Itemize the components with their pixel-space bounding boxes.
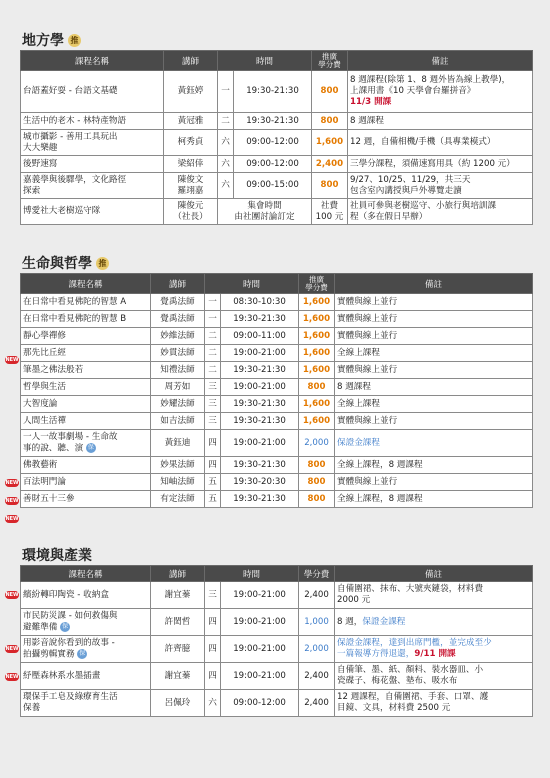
note: 8 週課程(除第 1、8 週外皆為線上教學)， 上課用書《10 天學會台羅拼音》 11/3 開課 [348, 71, 533, 113]
note: 三學分課程，須備速寫用具（約 1200 元） [348, 156, 533, 173]
fee: 800 [312, 71, 348, 113]
time: 19:30-21:30 [221, 362, 299, 379]
course-name: 靜心學禪修 [21, 328, 151, 345]
header-fee: 學分費 [299, 566, 335, 582]
course-name: 市民防災課 - 如何救傷與 避難準備 保 [21, 609, 151, 636]
course-name: 在日常中看見佛陀的智慧 B [21, 311, 151, 328]
teacher: 陳俊元 （社長） [164, 199, 218, 225]
header-time: 時間 [218, 51, 312, 71]
course-name: 紓壓森林系水墨插畫 [21, 663, 151, 690]
table-row [21, 345, 533, 362]
weekday: 二 [205, 328, 221, 345]
note: 9/27、10/25、11/29，共三天 包含室內講授與戶外導覽走讀 [348, 173, 533, 199]
weekday: 五 [205, 491, 221, 508]
section-title-local-studies [22, 30, 81, 50]
time: 09:00-12:00 [234, 130, 312, 156]
header-time: 時間 [205, 566, 299, 582]
header-name: 課程名稱 [21, 566, 151, 582]
time: 19:00-21:00 [221, 582, 299, 609]
time: 19:00-21:00 [221, 345, 299, 362]
table-row [21, 362, 533, 379]
table-row [21, 379, 533, 396]
note: 全線上課程 [335, 345, 533, 362]
table-row [21, 413, 533, 430]
note: 8 週，保證金課程 [335, 609, 533, 636]
teacher: 妙貫法師 [151, 345, 205, 362]
table-row [21, 430, 533, 457]
header-name: 課程名稱 [21, 51, 164, 71]
weekday: 三 [205, 396, 221, 413]
header-teacher: 講師 [164, 51, 218, 71]
time: 09:00-11:00 [221, 328, 299, 345]
teacher: 黃鈺婷 [164, 71, 218, 113]
table-row [21, 457, 533, 474]
course-name: 台語蓋好耍 - 台語文基礎 [21, 71, 164, 113]
header-note: 備註 [335, 274, 533, 294]
header-name: 課程名稱 [21, 274, 151, 294]
weekday: 一 [205, 311, 221, 328]
teacher: 覺禹法師 [151, 294, 205, 311]
table-row [21, 130, 533, 156]
weekday: 二 [205, 362, 221, 379]
fee: 800 [299, 379, 335, 396]
teacher: 謝宜蓁 [151, 582, 205, 609]
course-table-local-studies [20, 50, 533, 225]
new-badge: NEW [5, 480, 19, 486]
table-row [21, 156, 533, 173]
weekday: 二 [218, 113, 234, 130]
new-badge: NEW [5, 592, 19, 598]
table-row [21, 491, 533, 508]
table-row [21, 311, 533, 328]
course-table-environment-industry [20, 565, 533, 717]
fee: 800 [299, 491, 335, 508]
teacher: 陳俊文 羅翊嘉 [164, 173, 218, 199]
weekday: 四 [205, 430, 221, 457]
course-name: 生活中的老木 - 林特產物語 [21, 113, 164, 130]
note: 全線上課程 [335, 396, 533, 413]
note: 實體與線上並行 [335, 413, 533, 430]
fee: 社費 100 元 [312, 199, 348, 225]
fee: 800 [312, 113, 348, 130]
teacher: 妙維法師 [151, 328, 205, 345]
fee: 800 [312, 173, 348, 199]
note: 全線上課程，8 週課程 [335, 491, 533, 508]
time: 19:00-21:00 [221, 663, 299, 690]
new-badge: NEW [5, 646, 19, 652]
note: 自備筆、墨、紙、顏料、裝水器皿、小 瓷碟子、梅花盤、墊布、吸水布 [335, 663, 533, 690]
time: 19:00-21:00 [221, 609, 299, 636]
fee: 1,600 [299, 328, 335, 345]
teacher: 周芳如 [151, 379, 205, 396]
course-name: 城市攝影 - 善用工具玩出 大大樂趣 [21, 130, 164, 156]
fee: 2,400 [299, 663, 335, 690]
note: 實體與線上並行 [335, 328, 533, 345]
weekday: 六 [205, 690, 221, 717]
note: 社員可參與老樹巡守、小旅行與培訓課 程（多在假日早辦） [348, 199, 533, 225]
course-name: 一人一故事劇場 - 生命故 事的說、聽、演 保 [21, 430, 151, 457]
table-row [21, 294, 533, 311]
fee: 1,600 [299, 294, 335, 311]
new-badge: NEW [5, 674, 19, 680]
weekday: 三 [205, 413, 221, 430]
time: 19:00-21:00 [221, 636, 299, 663]
section-title-text: 環境與產業 [22, 548, 92, 564]
table-row [21, 609, 533, 636]
fee: 2,400 [299, 582, 335, 609]
header-time: 時間 [205, 274, 299, 294]
fee: 800 [299, 457, 335, 474]
section-title-text: 生命與哲學 [22, 256, 92, 272]
note: 保證金課程 [335, 430, 533, 457]
note: 8 週課程 [335, 379, 533, 396]
time: 19:30-21:30 [221, 311, 299, 328]
weekday: 六 [218, 130, 234, 156]
time: 19:30-21:30 [221, 491, 299, 508]
recommend-badge: 推 [96, 257, 109, 270]
teacher: 知岫法師 [151, 474, 205, 491]
teacher: 梁紹倖 [164, 156, 218, 173]
table-row [21, 663, 533, 690]
teacher: 覺禹法師 [151, 311, 205, 328]
weekday: 三 [205, 379, 221, 396]
course-name: 哲學與生活 [21, 379, 151, 396]
course-name: 大智度論 [21, 396, 151, 413]
fee: 1,600 [299, 345, 335, 362]
note: 12 週，自備相機/手機（具專業模式） [348, 130, 533, 156]
fee: 2,400 [299, 690, 335, 717]
course-name: 善財五十三參 [21, 491, 151, 508]
deposit-icon: 保 [62, 622, 69, 630]
course-name: 人間生活禪 [21, 413, 151, 430]
weekday: 四 [205, 457, 221, 474]
weekday: 四 [205, 609, 221, 636]
note: 自備圍裙、抹布、大號夾鏈袋，材料費 2000 元 [335, 582, 533, 609]
note: 實體與線上並行 [335, 311, 533, 328]
time: 19:30-21:30 [221, 457, 299, 474]
teacher: 妙果法師 [151, 457, 205, 474]
teacher: 謝宜蓁 [151, 663, 205, 690]
header-teacher: 講師 [151, 274, 205, 294]
note: 保證金課程，達到出席門檻，並完成至少 一篇報導方得退還，9/11 開課 [335, 636, 533, 663]
teacher: 妙耀法師 [151, 396, 205, 413]
recommend-badge: 推 [68, 34, 81, 47]
teacher: 呂佩玲 [151, 690, 205, 717]
header-teacher: 講師 [151, 566, 205, 582]
fee: 2,400 [312, 156, 348, 173]
fee: 2,000 [299, 636, 335, 663]
header-note: 備註 [348, 51, 533, 71]
time: 09:00-12:00 [221, 690, 299, 717]
weekday: 六 [218, 156, 234, 173]
course-name: 繽紛轉印陶瓷 - 收納盒 [21, 582, 151, 609]
teacher: 知禮法師 [151, 362, 205, 379]
time: 19:00-21:00 [221, 430, 299, 457]
teacher: 許齊臆 [151, 636, 205, 663]
note: 12 週課程，自備圍裙、手套、口罩、護 目鏡、文具，材料費 2500 元 [335, 690, 533, 717]
time: 08:30-10:30 [221, 294, 299, 311]
time: 19:30-20:30 [221, 474, 299, 491]
course-name: 筆墨之佛法般若 [21, 362, 151, 379]
section-title-environment-industry [22, 545, 92, 565]
table-row [21, 396, 533, 413]
time: 19:00-21:00 [221, 379, 299, 396]
fee: 800 [299, 474, 335, 491]
table-row [21, 71, 533, 113]
time: 19:30-21:30 [221, 413, 299, 430]
table-row [21, 199, 533, 225]
fee: 1,000 [299, 609, 335, 636]
fee: 1,600 [299, 396, 335, 413]
new-badge: NEW [5, 516, 19, 522]
teacher: 黃鈺迪 [151, 430, 205, 457]
time: 19:30-21:30 [221, 396, 299, 413]
deposit-icon: 保 [79, 649, 86, 657]
course-name: 博愛社大老樹巡守隊 [21, 199, 164, 225]
new-badge: NEW [5, 357, 19, 363]
fee: 1,600 [312, 130, 348, 156]
course-name: 後野速寫 [21, 156, 164, 173]
weekday: 五 [205, 474, 221, 491]
teacher: 有定法師 [151, 491, 205, 508]
time: 09:00-15:00 [234, 173, 312, 199]
weekday: 二 [205, 345, 221, 362]
table-row [21, 582, 533, 609]
course-name: 百法明門論 [21, 474, 151, 491]
note: 實體與線上並行 [335, 362, 533, 379]
time: 19:30-21:30 [234, 71, 312, 113]
table-row [21, 173, 533, 199]
weekday: 三 [205, 582, 221, 609]
deposit-icon: 保 [87, 443, 94, 451]
time: 集會時間 由社團討論訂定 [218, 199, 312, 225]
section-title-text: 地方學 [22, 33, 64, 49]
fee: 1,600 [299, 311, 335, 328]
course-name: 在日常中看見佛陀的智慧 A [21, 294, 151, 311]
table-row [21, 636, 533, 663]
header-note: 備註 [335, 566, 533, 582]
time: 19:30-21:30 [234, 113, 312, 130]
table-row [21, 474, 533, 491]
teacher: 黃冠雅 [164, 113, 218, 130]
table-row [21, 113, 533, 130]
new-badge: NEW [5, 498, 19, 504]
fee: 2,000 [299, 430, 335, 457]
weekday: 四 [205, 636, 221, 663]
note: 8 週課程 [348, 113, 533, 130]
course-name: 佛教藝術 [21, 457, 151, 474]
course-name: 環保手工皂及綠療育生活 保養 [21, 690, 151, 717]
teacher: 許閎哲 [151, 609, 205, 636]
fee: 1,600 [299, 362, 335, 379]
table-row [21, 690, 533, 717]
fee: 1,600 [299, 413, 335, 430]
course-name: 嘉義學與後驛學，文化路徑 探索 [21, 173, 164, 199]
table-row [21, 328, 533, 345]
section-title-life-philosophy [22, 253, 109, 273]
course-name: 那先比丘經 [21, 345, 151, 362]
header-fee: 推廣 學分費 [312, 51, 348, 71]
note: 實體與線上並行 [335, 474, 533, 491]
note: 全線上課程，8 週課程 [335, 457, 533, 474]
time: 09:00-12:00 [234, 156, 312, 173]
course-name: 用影音說你看到的故事 - 拍攝剪輯實務 保 [21, 636, 151, 663]
weekday: 四 [205, 663, 221, 690]
weekday: 一 [218, 71, 234, 113]
course-table-life-philosophy [20, 273, 533, 508]
weekday: 一 [205, 294, 221, 311]
teacher: 柯秀貞 [164, 130, 218, 156]
teacher: 如吉法師 [151, 413, 205, 430]
note: 實體與線上並行 [335, 294, 533, 311]
weekday: 六 [218, 173, 234, 199]
header-fee: 推廣 學分費 [299, 274, 335, 294]
